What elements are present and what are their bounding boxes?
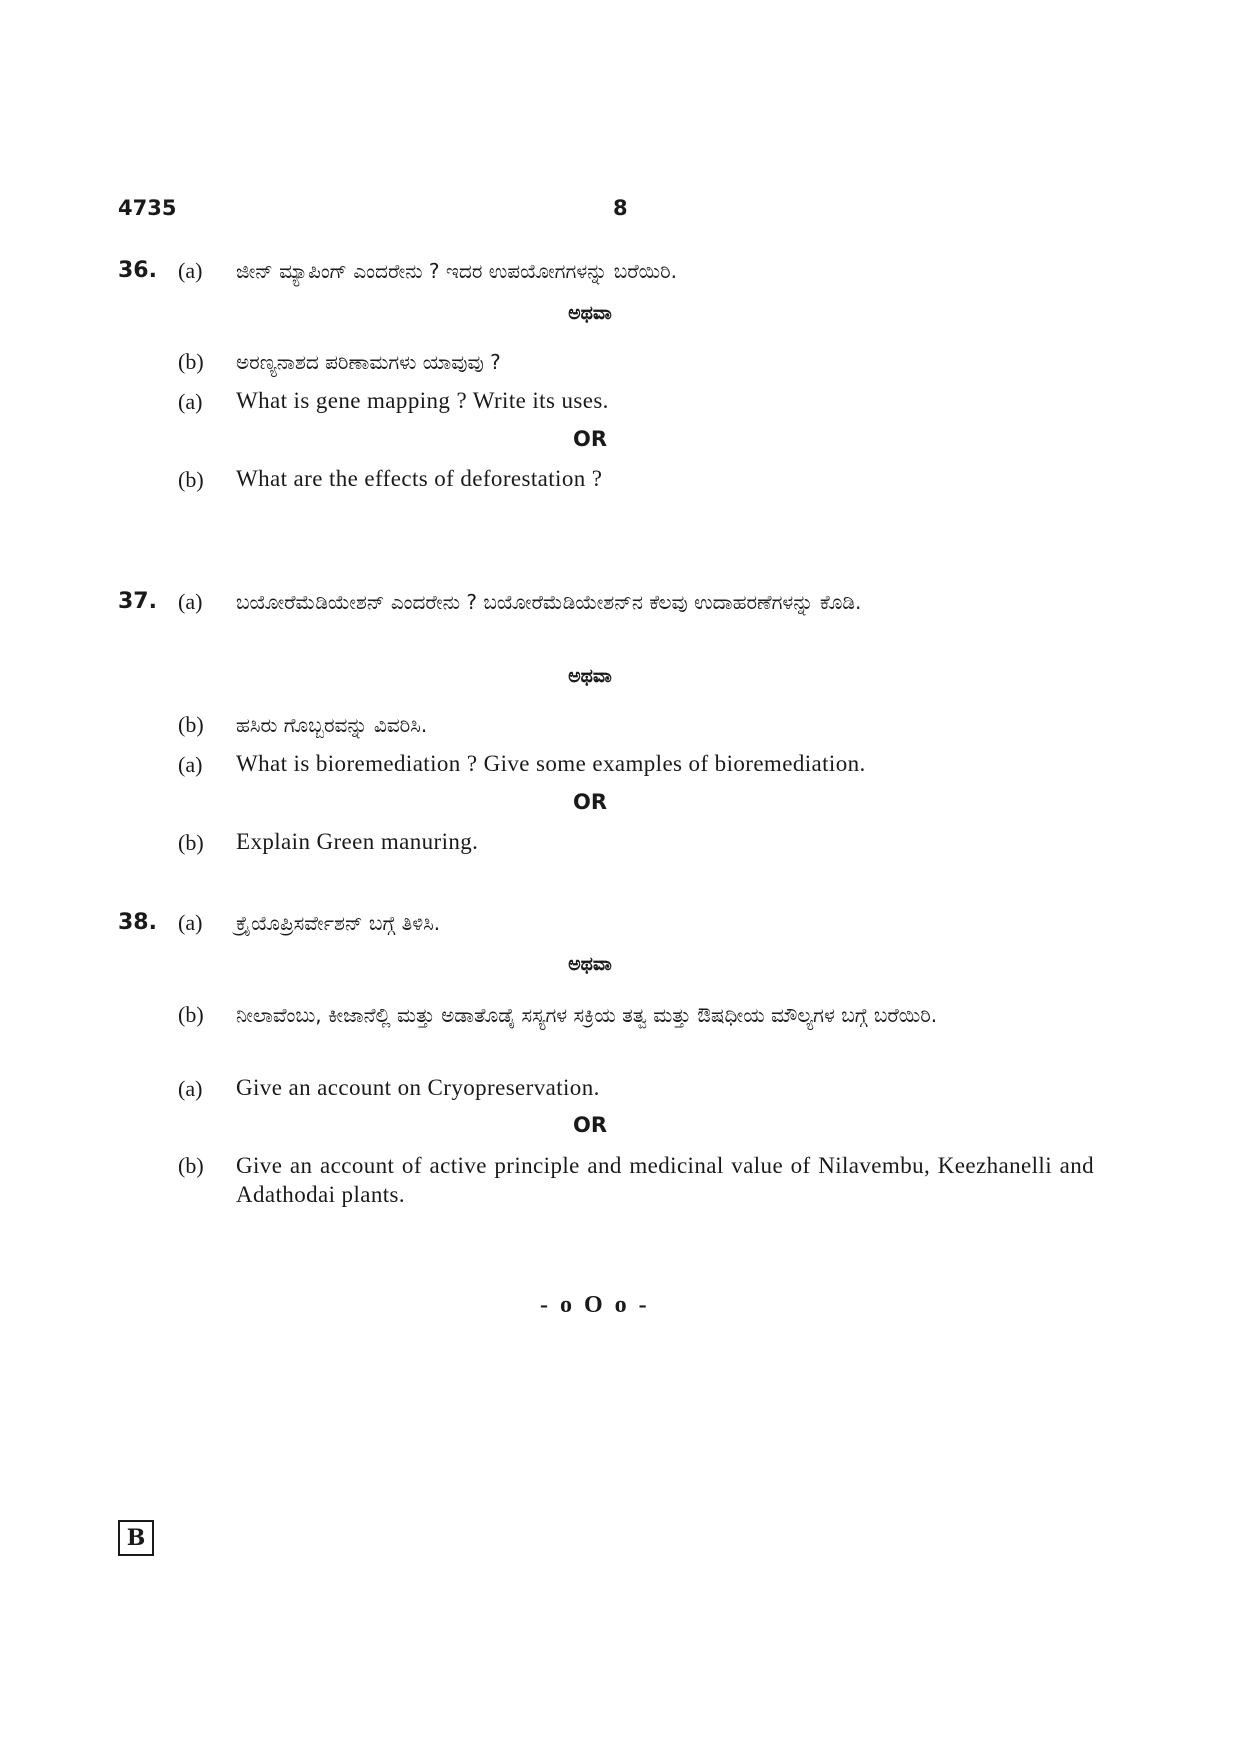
english-or: OR: [572, 790, 608, 814]
kannada-or: ಅಥವಾ: [568, 302, 612, 324]
part-label: (b): [178, 349, 204, 374]
kannada-question-b: ಹಸಿರು ಗೊಬ್ಬರವನ್ನು ವಿವರಿಸಿ.: [236, 713, 428, 737]
part-label: (a): [178, 1076, 203, 1101]
english-question-a: What is bioremediation ? Give some examples of bioremediation.: [236, 751, 866, 776]
part-label: (a): [178, 910, 203, 935]
kannada-or: ಅಥವಾ: [568, 665, 612, 687]
booklet-series-box: B: [118, 1520, 154, 1556]
question-number: 38.: [118, 910, 157, 935]
english-question-b: Give an account of active principle and medicinal value of Nilavembu, Keezhanelli and Adathodai plants.: [236, 1153, 1094, 1207]
part-label: (b): [178, 1002, 204, 1027]
english-question-a: What is gene mapping ? Write its uses.: [236, 388, 609, 413]
part-label: (a): [178, 589, 203, 614]
end-mark: - o O o -: [540, 1292, 650, 1318]
english-question-a: Give an account on Cryopreservation.: [236, 1075, 600, 1100]
part-label: (a): [178, 389, 203, 414]
kannada-question-a: ಜೀನ್ ಮ್ಯಾಪಿಂಗ್ ಎಂದರೇನು ? ಇದರ ಉಪಯೋಗಗಳನ್ನು ಬರೆಯಿರಿ.: [236, 259, 678, 283]
kannada-question-a: ಕ್ರೈಯೊಪ್ರಿಸರ್ವೇಶನ್ ಬಗ್ಗೆ ತಿಳಿಸಿ.: [236, 911, 441, 935]
part-label: (a): [178, 752, 203, 777]
english-question-b: What are the effects of deforestation ?: [236, 466, 603, 491]
question-number: 36.: [118, 258, 157, 283]
part-label: (b): [178, 467, 204, 492]
part-label: (b): [178, 830, 204, 855]
question-number: 37.: [118, 589, 157, 614]
kannada-or: ಅಥವಾ: [568, 953, 612, 975]
kannada-question-b: ಅರಣ್ಯನಾಶದ ಪರಿಣಾಮಗಳು ಯಾವುವು ?: [236, 350, 501, 374]
english-question-b: Explain Green manuring.: [236, 829, 479, 854]
part-label: (b): [178, 1153, 204, 1178]
paper-code: 4735: [118, 196, 177, 220]
kannada-question-a: ಬಯೋರೆಮೆಡಿಯೇಶನ್ ಎಂದರೇನು ? ಬಯೋರೆಮೆಡಿಯೇಶನ್‌ನ ಕೆಲವು ಉದಾಹರಣೆಗಳನ್ನು ಕೊಡಿ.: [236, 590, 862, 614]
english-or: OR: [572, 1113, 608, 1137]
english-or: OR: [572, 427, 608, 451]
kannada-question-b: ನೀಲಾವೆಂಬು, ಕೀಜಾನೆಲ್ಲಿ ಮತ್ತು ಅಡಾತೊಡೈ ಸಸ್ಯಗಳ ಸಕ್ರಿಯ ತತ್ವ ಮತ್ತು ಔಷಧೀಯ ಮೌಲ್ಯಗಳ ಬಗ್ಗೆ ಬರೆಯಿರಿ.: [236, 1003, 938, 1027]
part-label: (a): [178, 258, 203, 283]
part-label: (b): [178, 712, 204, 737]
page-number: 8: [613, 196, 628, 220]
